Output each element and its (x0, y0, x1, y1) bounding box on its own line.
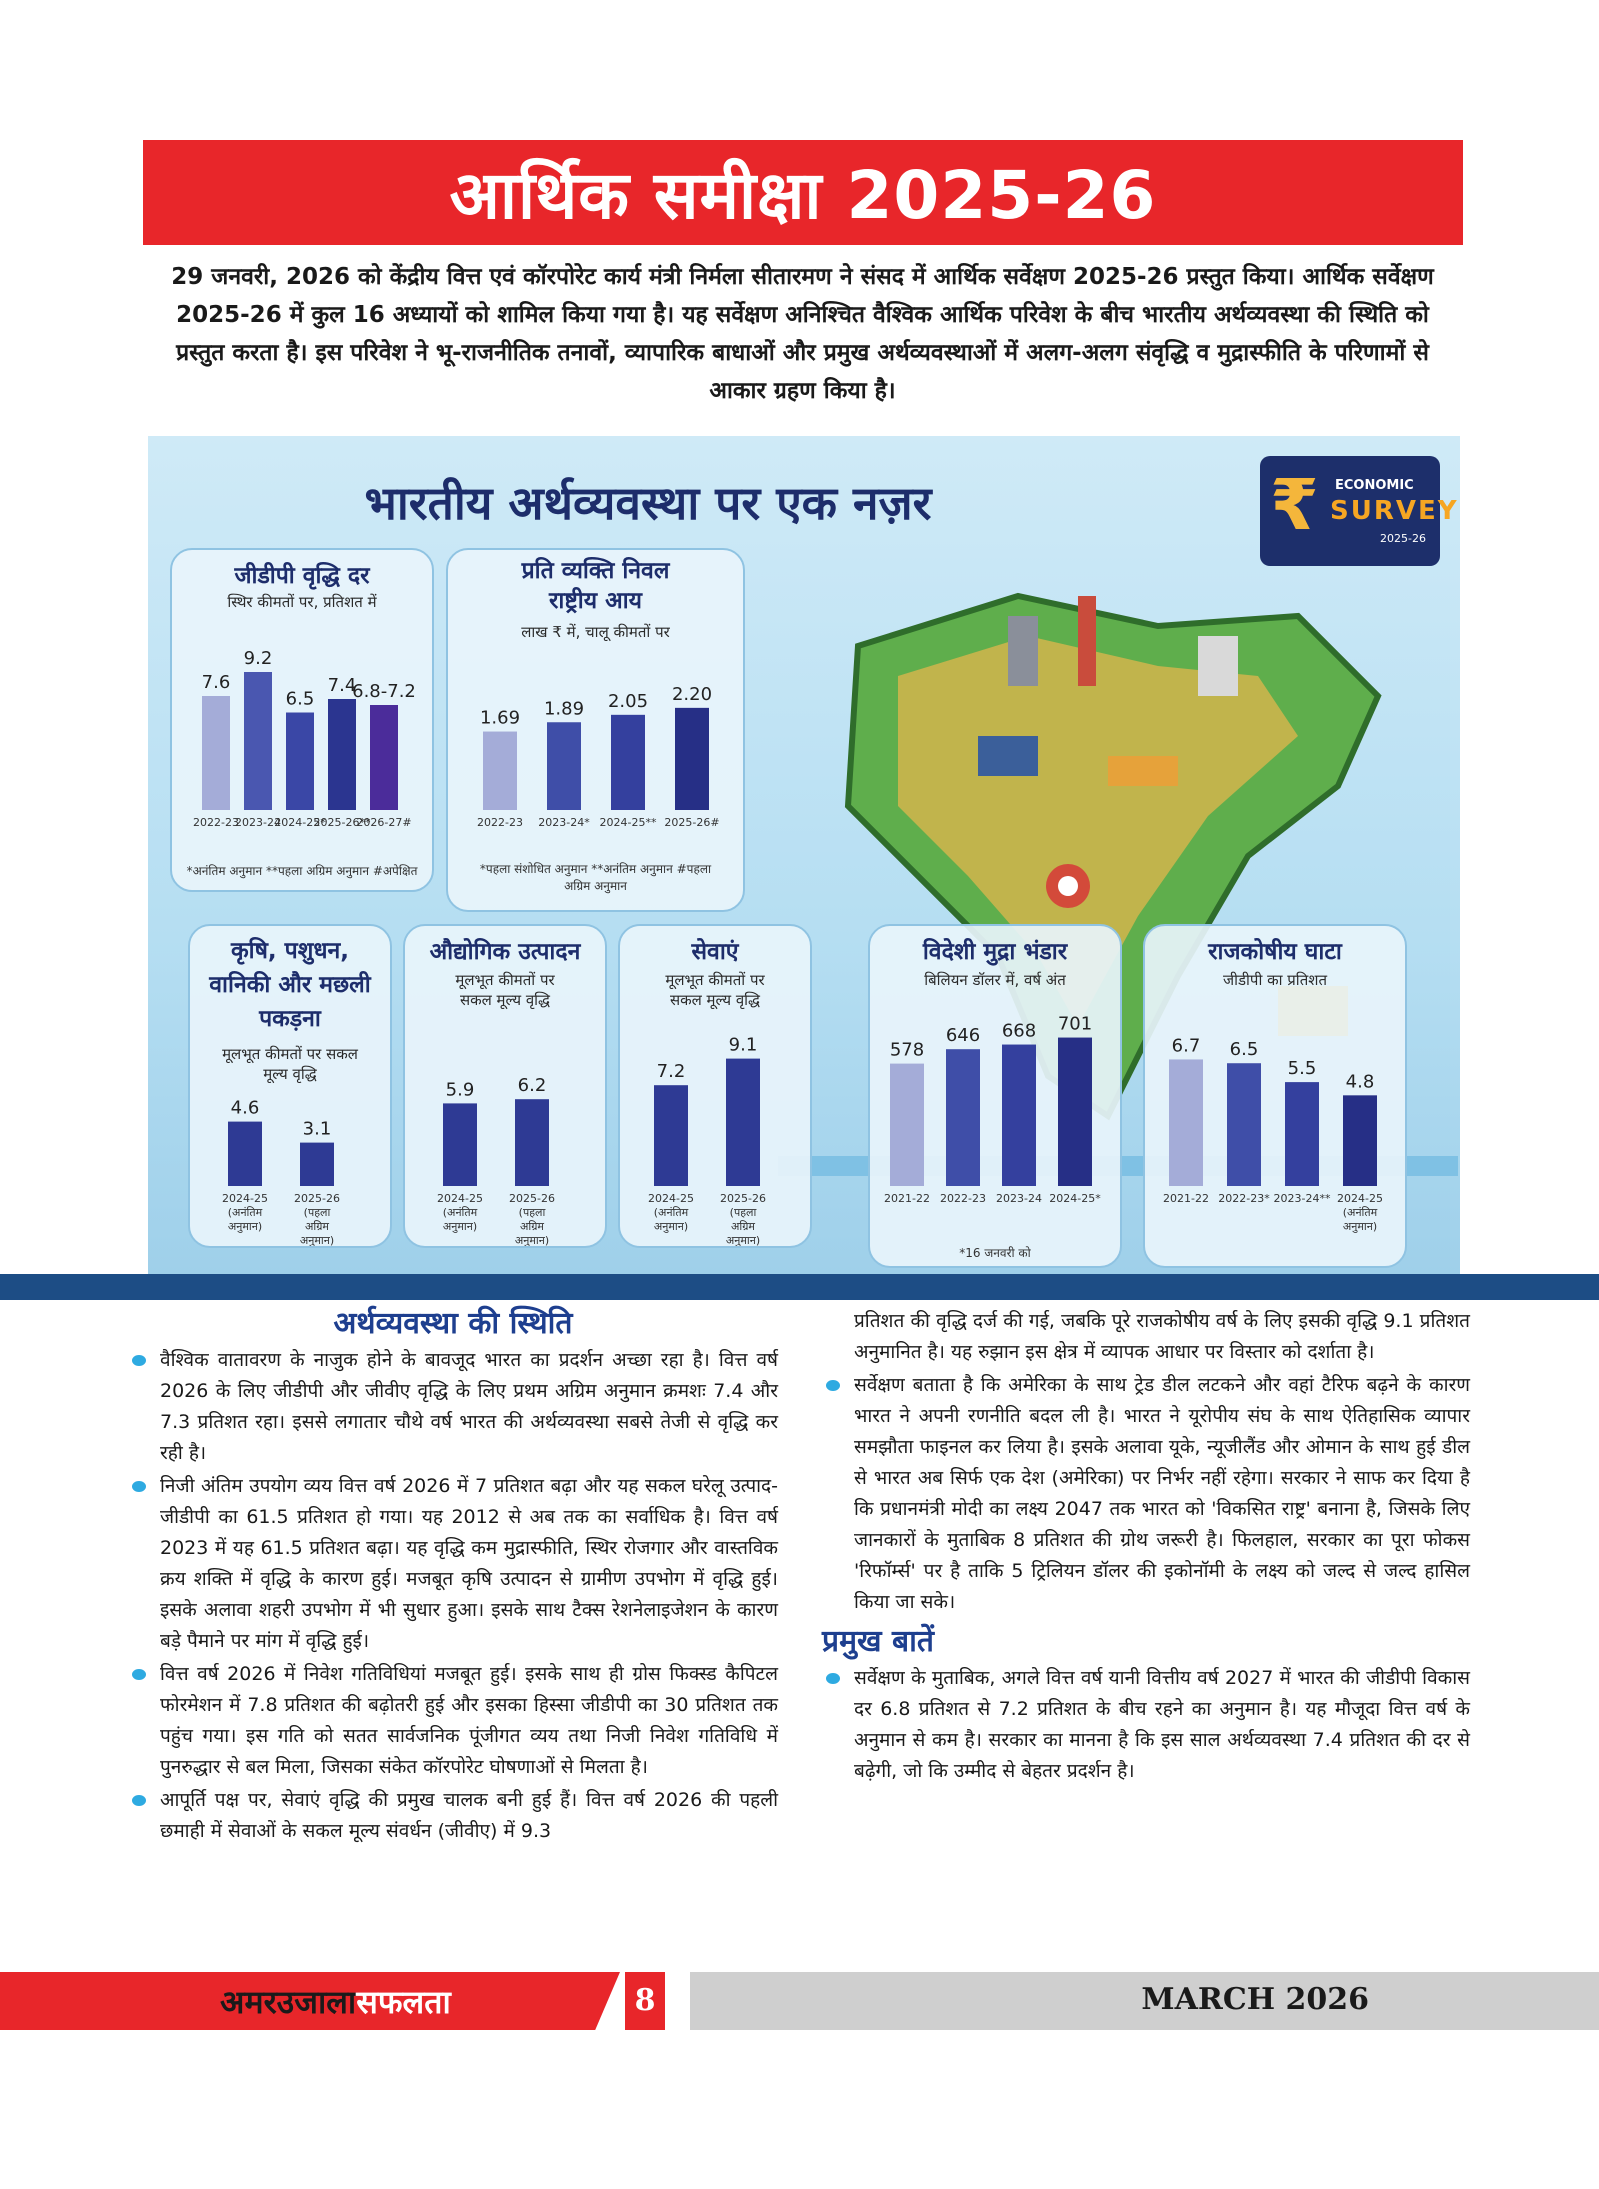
fiscal-bar (1343, 1095, 1377, 1186)
article-right-column (822, 1306, 1470, 1789)
ind-chart (405, 926, 605, 1246)
list-item: सर्वेक्षण बताता है कि अमेरिका के साथ ट्रेड डील लटकने और वहां टैरिफ बढ़ने के कारण भारत ने अपनी रणनीति बदल ली है। भारत ने यूरोपीय संघ के साथ ऐतिहासिक व्यापार समझौता फाइनल कर लिया है। इसके अलावा यूके, न्यूजीलैंड और ओमान के साथ हुई डील से भारत अब सिर्फ एक देश (अमेरिका) पर निर्भर नहीं रहेगा। सरकार ने साफ कर दिया है कि प्रधानमंत्री मोदी का लक्ष्य 2047 तक भारत को 'विकसित राष्ट्र' बनाना है, जिसके लिए जानकारों के मुताबिक 8 प्रतिशत की ग्रोथ जरूरी है। फिलहाल, सरकार का पूरा फोकस 'रिफॉर्म्स' पर है ताकि 5 ट्रिलियन डॉलर की इकोनॉमी के लक्ष्य को जल्द से जल्द हासिल किया जा सके। (822, 1370, 1470, 1618)
agri-category-label: अनुमान) (299, 1234, 335, 1246)
section-heading-2: प्रमुख बातें (822, 1624, 934, 1659)
rupee-icon: ₹ (1270, 464, 1319, 546)
pci-bar (675, 708, 709, 810)
pci-title: प्रति व्यक्ति निवल राष्ट्रीय आय (521, 558, 670, 614)
list-item: सर्वेक्षण के मुताबिक, अगले वित्त वर्ष यानी वित्तीय वर्ष 2027 में भारत की जीडीपी विकास दर 6.8 प्रतिशत से 7.2 प्रतिशत के बीच रहने का अनुमान है। यह मौजूदा वित्त वर्ष के अनुमान से कम है। सरकार का मानना है कि इस साल अर्थव्यवस्था 7.4 प्रतिशत की दर से बढ़ेगी, जो कि उम्मीद से बेहतर प्रदर्शन है। (822, 1663, 1470, 1787)
pci-subtitle: लाख ₹ में, चालू कीमतों पर (521, 623, 670, 641)
badge-line2: SURVEY (1330, 496, 1459, 526)
infographic-bottom-band (0, 1274, 1599, 1300)
fiscal-category-label: 2022-23* (1218, 1192, 1270, 1205)
page-number: 8 (625, 1972, 665, 2030)
fiscal-title: राजकोषीय घाटा (1208, 939, 1342, 965)
fx-value-label: 701 (1057, 1013, 1093, 1035)
svc-title: सेवाएं (691, 939, 739, 965)
title-banner (143, 140, 1463, 245)
fiscal-category-label: 2021-22 (1163, 1192, 1209, 1205)
fx-value-label: 668 (1001, 1020, 1037, 1042)
agri-value-label: 4.6 (230, 1097, 260, 1119)
agri-value-label: 3.1 (302, 1118, 332, 1140)
agri-bar (228, 1122, 262, 1186)
gdp-bar (286, 713, 314, 811)
list-item: निजी अंतिम उपयोग व्यय वित्त वर्ष 2026 में 7 प्रतिशत बढ़ा और यह सकल घरेलू उत्पाद-जीडीपी का 61.5 प्रतिशत हो गया। यह 2012 से अब तक का सर्वाधिक है। वित्त वर्ष 2023 में यह 61.5 प्रतिशत बढ़ा। यह वृद्धि कम मुद्रास्फीति, स्थिर रोजगार और वास्तविक क्रय शक्ति में वृद्धि के कारण हुई। मजबूत कृषि उत्पादन से ग्रामीण उपभोग में वृद्धि हुई। इसके अलावा शहरी उपभोग में भी सुधार हुआ। इसके साथ टैक्स रेशनेलाइजेशन के कारण बड़े पैमाने पर मांग में वृद्धि हुई। (128, 1471, 778, 1657)
pci-category-label: 2024-25** (599, 816, 657, 829)
svc-bar (726, 1059, 760, 1186)
fiscal-subtitle: जीडीपी का प्रतिशत (1223, 971, 1327, 989)
gdp-category-label: 2022-23 (193, 816, 239, 829)
pci-category-label: 2025-26# (664, 816, 720, 829)
svc-category-label: अग्रिम (730, 1220, 756, 1233)
agri-subtitle: मूलभूत कीमतों पर सकल मूल्य वृद्धि (222, 1045, 358, 1083)
bullet-list-2 (822, 1370, 1470, 1618)
pci-bar (547, 722, 581, 810)
pci-value-label: 2.05 (607, 690, 649, 712)
agri-chart (190, 926, 390, 1246)
logo-part1: अमरउजाला (220, 1983, 357, 2021)
ind-bar (515, 1099, 549, 1186)
fx-subtitle: बिलियन डॉलर में, वर्ष अंत (924, 971, 1066, 989)
svc-subtitle: मूलभूत कीमतों पर सकल मूल्य वृद्धि (665, 971, 765, 1009)
pci-chart (448, 550, 743, 850)
logo-part2: सफलता (356, 1983, 451, 2021)
publication-logo (220, 1980, 451, 2023)
ind-category-label: (अनंतिम (442, 1206, 478, 1219)
fx-category-label: 2023-24 (996, 1192, 1042, 1205)
section-heading: अर्थव्यवस्था की स्थिति (333, 1306, 573, 1341)
fx-bar (890, 1064, 924, 1186)
agri-category-label: अनुमान) (227, 1220, 263, 1233)
bullet-list-1 (128, 1345, 778, 1847)
gdp-growth-card (170, 548, 434, 892)
list-item: आपूर्ति पक्ष पर, सेवाएं वृद्धि की प्रमुख चालक बनी हुई हैं। वित्त वर्ष 2026 की पहली छमाही में सेवाओं के सकल मूल्य संवर्धन (जीवीए) में 9.3 (128, 1785, 778, 1847)
ind-value-label: 6.2 (517, 1075, 547, 1097)
ind-category-label: अग्रिम (519, 1220, 545, 1233)
agriculture-card (188, 924, 392, 1248)
svc-category-label: 2024-25 (648, 1192, 694, 1205)
per-capita-income-card (446, 548, 745, 912)
gdp-value-label: 6.8-7.2 (352, 681, 416, 702)
bullet-icon (826, 1380, 840, 1391)
bullet-icon (826, 1673, 840, 1684)
fiscal-category-label: 2024-25 (1337, 1192, 1383, 1205)
pci-category-label: 2022-23 (477, 816, 523, 829)
gdp-bar (370, 705, 398, 810)
svc-bar (654, 1085, 688, 1186)
pci-value-label: 2.20 (671, 683, 713, 705)
svc-category-label: (अनंतिम (653, 1206, 689, 1219)
fx-chart (870, 926, 1120, 1251)
gdp-bar (244, 672, 272, 810)
fx-bar (946, 1049, 980, 1186)
gdp-bar (202, 696, 230, 810)
fiscal-value-label: 5.5 (1287, 1058, 1317, 1080)
gdp-category-label: 2024-25* (274, 816, 326, 829)
industry-card (403, 924, 607, 1248)
agri-bar (300, 1143, 334, 1186)
fx-category-label: 2024-25* (1049, 1192, 1101, 1205)
bullet-list-3 (822, 1663, 1470, 1787)
gdp-title: जीडीपी वृद्धि दर (234, 563, 370, 589)
fx-value-label: 578 (889, 1039, 925, 1061)
bullet-icon (132, 1481, 146, 1492)
gdp-value-label: 9.2 (243, 648, 273, 669)
pci-value-label: 1.69 (479, 707, 521, 729)
bullet-icon (132, 1795, 146, 1806)
article-left-column (128, 1308, 778, 1849)
ind-value-label: 5.9 (445, 1079, 475, 1101)
infographic (148, 436, 1460, 1274)
ind-bar (443, 1103, 477, 1186)
economic-survey-badge (1260, 456, 1459, 566)
pci-category-label: 2023-24* (538, 816, 590, 829)
agri-category-label: (पहला (303, 1206, 331, 1219)
fx-bar (1058, 1038, 1092, 1186)
fiscal-category-label: अनुमान) (1342, 1220, 1378, 1233)
pci-value-label: 1.89 (543, 698, 585, 720)
bullet-icon (132, 1355, 146, 1366)
issue-date: MARCH 2026 (1141, 1982, 1369, 2017)
fiscal-value-label: 4.8 (1345, 1071, 1375, 1093)
services-card (618, 924, 812, 1248)
fx-category-label: 2021-22 (884, 1192, 930, 1205)
gdp-chart (172, 550, 432, 840)
svc-category-label: 2025-26 (720, 1192, 766, 1205)
gdp-category-label: 2026-27# (356, 816, 412, 829)
gdp-value-label: 7.6 (201, 672, 231, 693)
ind-category-label: 2025-26 (509, 1192, 555, 1205)
svc-category-label: अनुमान) (725, 1234, 761, 1246)
gdp-subtitle: स्थिर कीमतों पर, प्रतिशत में (227, 593, 377, 611)
svc-value-label: 7.2 (656, 1061, 686, 1083)
ind-category-label: अनुमान) (442, 1220, 478, 1233)
gdp-value-label: 6.5 (285, 688, 315, 710)
fiscal-value-label: 6.7 (1171, 1035, 1201, 1057)
fiscal-bar (1227, 1063, 1261, 1186)
fx-title: विदेशी मुद्रा भंडार (922, 939, 1068, 965)
ind-category-label: अनुमान) (514, 1234, 550, 1246)
agri-category-label: 2025-26 (294, 1192, 340, 1205)
ind-category-label: 2024-25 (437, 1192, 483, 1205)
pci-bar (483, 732, 517, 810)
agri-category-label: अग्रिम (304, 1220, 330, 1233)
svc-category-label: (पहला (729, 1206, 757, 1219)
agri-category-label: 2024-25 (222, 1192, 268, 1205)
ind-category-label: (पहला (518, 1206, 546, 1219)
fx-value-label: 646 (945, 1025, 981, 1047)
fiscal-deficit-card (1143, 924, 1407, 1268)
forex-reserve-card (868, 924, 1122, 1268)
svc-category-label: अनुमान) (653, 1220, 689, 1233)
pci-note: *पहला संशोधित अनुमान **अनंतिम अनुमान #पहला अग्रिम अनुमान (479, 862, 712, 893)
gdp-note: *अनंतिम अनुमान **पहला अग्रिम अनुमान #अपेक्षित (186, 864, 418, 878)
list-item: वित्त वर्ष 2026 में निवेश गतिविधियां मजबूत हुई। इसके साथ ही ग्रोस फिक्स्ड कैपिटल फोरमेशन में 7.8 प्रतिशत की बढ़ोतरी हुई और इसका हिस्सा जीडीपी का 30 प्रतिशत तक पहुंच गया। इस गति को सतत सार्वजनिक पूंजीगत व्यय तथा निजी निवेश गतिविधि में पुनरुद्धार से बल मिला, जिसका संकेत कॉरपोरेट घोषणाओं से मिलता है। (128, 1659, 778, 1783)
svc-value-label: 9.1 (728, 1034, 758, 1056)
fiscal-category-label: 2023-24** (1273, 1192, 1331, 1205)
fx-note: *16 जनवरी को (959, 1246, 1031, 1260)
fx-bar (1002, 1045, 1036, 1186)
gdp-category-label: 2023-24 (235, 816, 281, 829)
fiscal-category-label: (अनंतिम (1342, 1206, 1378, 1219)
svc-chart (620, 926, 810, 1246)
fiscal-bar (1285, 1082, 1319, 1186)
ind-subtitle: मूलभूत कीमतों पर सकल मूल्य वृद्धि (455, 971, 555, 1009)
fiscal-chart (1145, 926, 1405, 1256)
bullet-icon (132, 1669, 146, 1680)
page-footer (0, 1972, 1599, 2030)
gdp-bar (328, 699, 356, 810)
pci-bar (611, 715, 645, 810)
intro-paragraph: 29 जनवरी, 2026 को केंद्रीय वित्त एवं कॉरपोरेट कार्य मंत्री निर्मला सीतारमण ने संसद में आर्थिक सर्वेक्षण 2025-26 प्रस्तुत किया। आर्थिक सर्वेक्षण 2025-26 में कुल 16 अध्यायों को शामिल किया गया है। यह सर्वेक्षण अनिश्चित वैश्विक आर्थिक परिवेश के बीच भारतीय अर्थव्यवस्था की स्थिति को प्रस्तुत करता है। इस परिवेश ने भू-राजनीतिक तनावों, व्यापारिक बाधाओं और प्रमुख अर्थव्यवस्थाओं में अलग-अलग संवृद्धि व मुद्रास्फीति के परिणामों से आकार ग्रहण किया है। (171, 264, 1434, 404)
badge-line3: 2025-26 (1380, 532, 1426, 545)
fx-category-label: 2022-23 (940, 1192, 986, 1205)
agri-title: कृषि, पशुधन, वानिकी और मछली पकड़ना (209, 938, 371, 1032)
continuation-text: प्रतिशत की वृद्धि दर्ज की गई, जबकि पूरे राजकोषीय वर्ष के लिए इसकी वृद्धि 9.1 प्रतिशत अनुमानित है। यह रुझान इस क्षेत्र में व्यापक आधार पर विस्तार को दर्शाता है। (854, 1310, 1470, 1363)
fiscal-bar (1169, 1059, 1203, 1186)
fiscal-value-label: 6.5 (1229, 1039, 1259, 1061)
list-item: वैश्विक वातावरण के नाजुक होने के बावजूद भारत का प्रदर्शन अच्छा रहा है। वित्त वर्ष 2026 के लिए जीडीपी और जीवीए वृद्धि के लिए प्रथम अग्रिम अनुमान क्रमशः 7.4 और 7.3 प्रतिशत रहा। इससे लगातार चौथे वर्ष भारत की अर्थव्यवस्था सबसे तेजी से वृद्धि कर रही है। (128, 1345, 778, 1469)
badge-line1: ECONOMIC (1335, 478, 1414, 493)
infographic-title: भारतीय अर्थव्यवस्था पर एक नज़र (364, 476, 932, 530)
gdp-category-label: 2025-26** (313, 816, 371, 829)
gdp-value-label: 7.4 (327, 675, 357, 696)
ind-title: औद्योगिक उत्पादन (429, 939, 581, 965)
agri-category-label: (अनंतिम (227, 1206, 263, 1219)
page-title: आर्थिक समीक्षा 2025-26 (449, 156, 1157, 234)
